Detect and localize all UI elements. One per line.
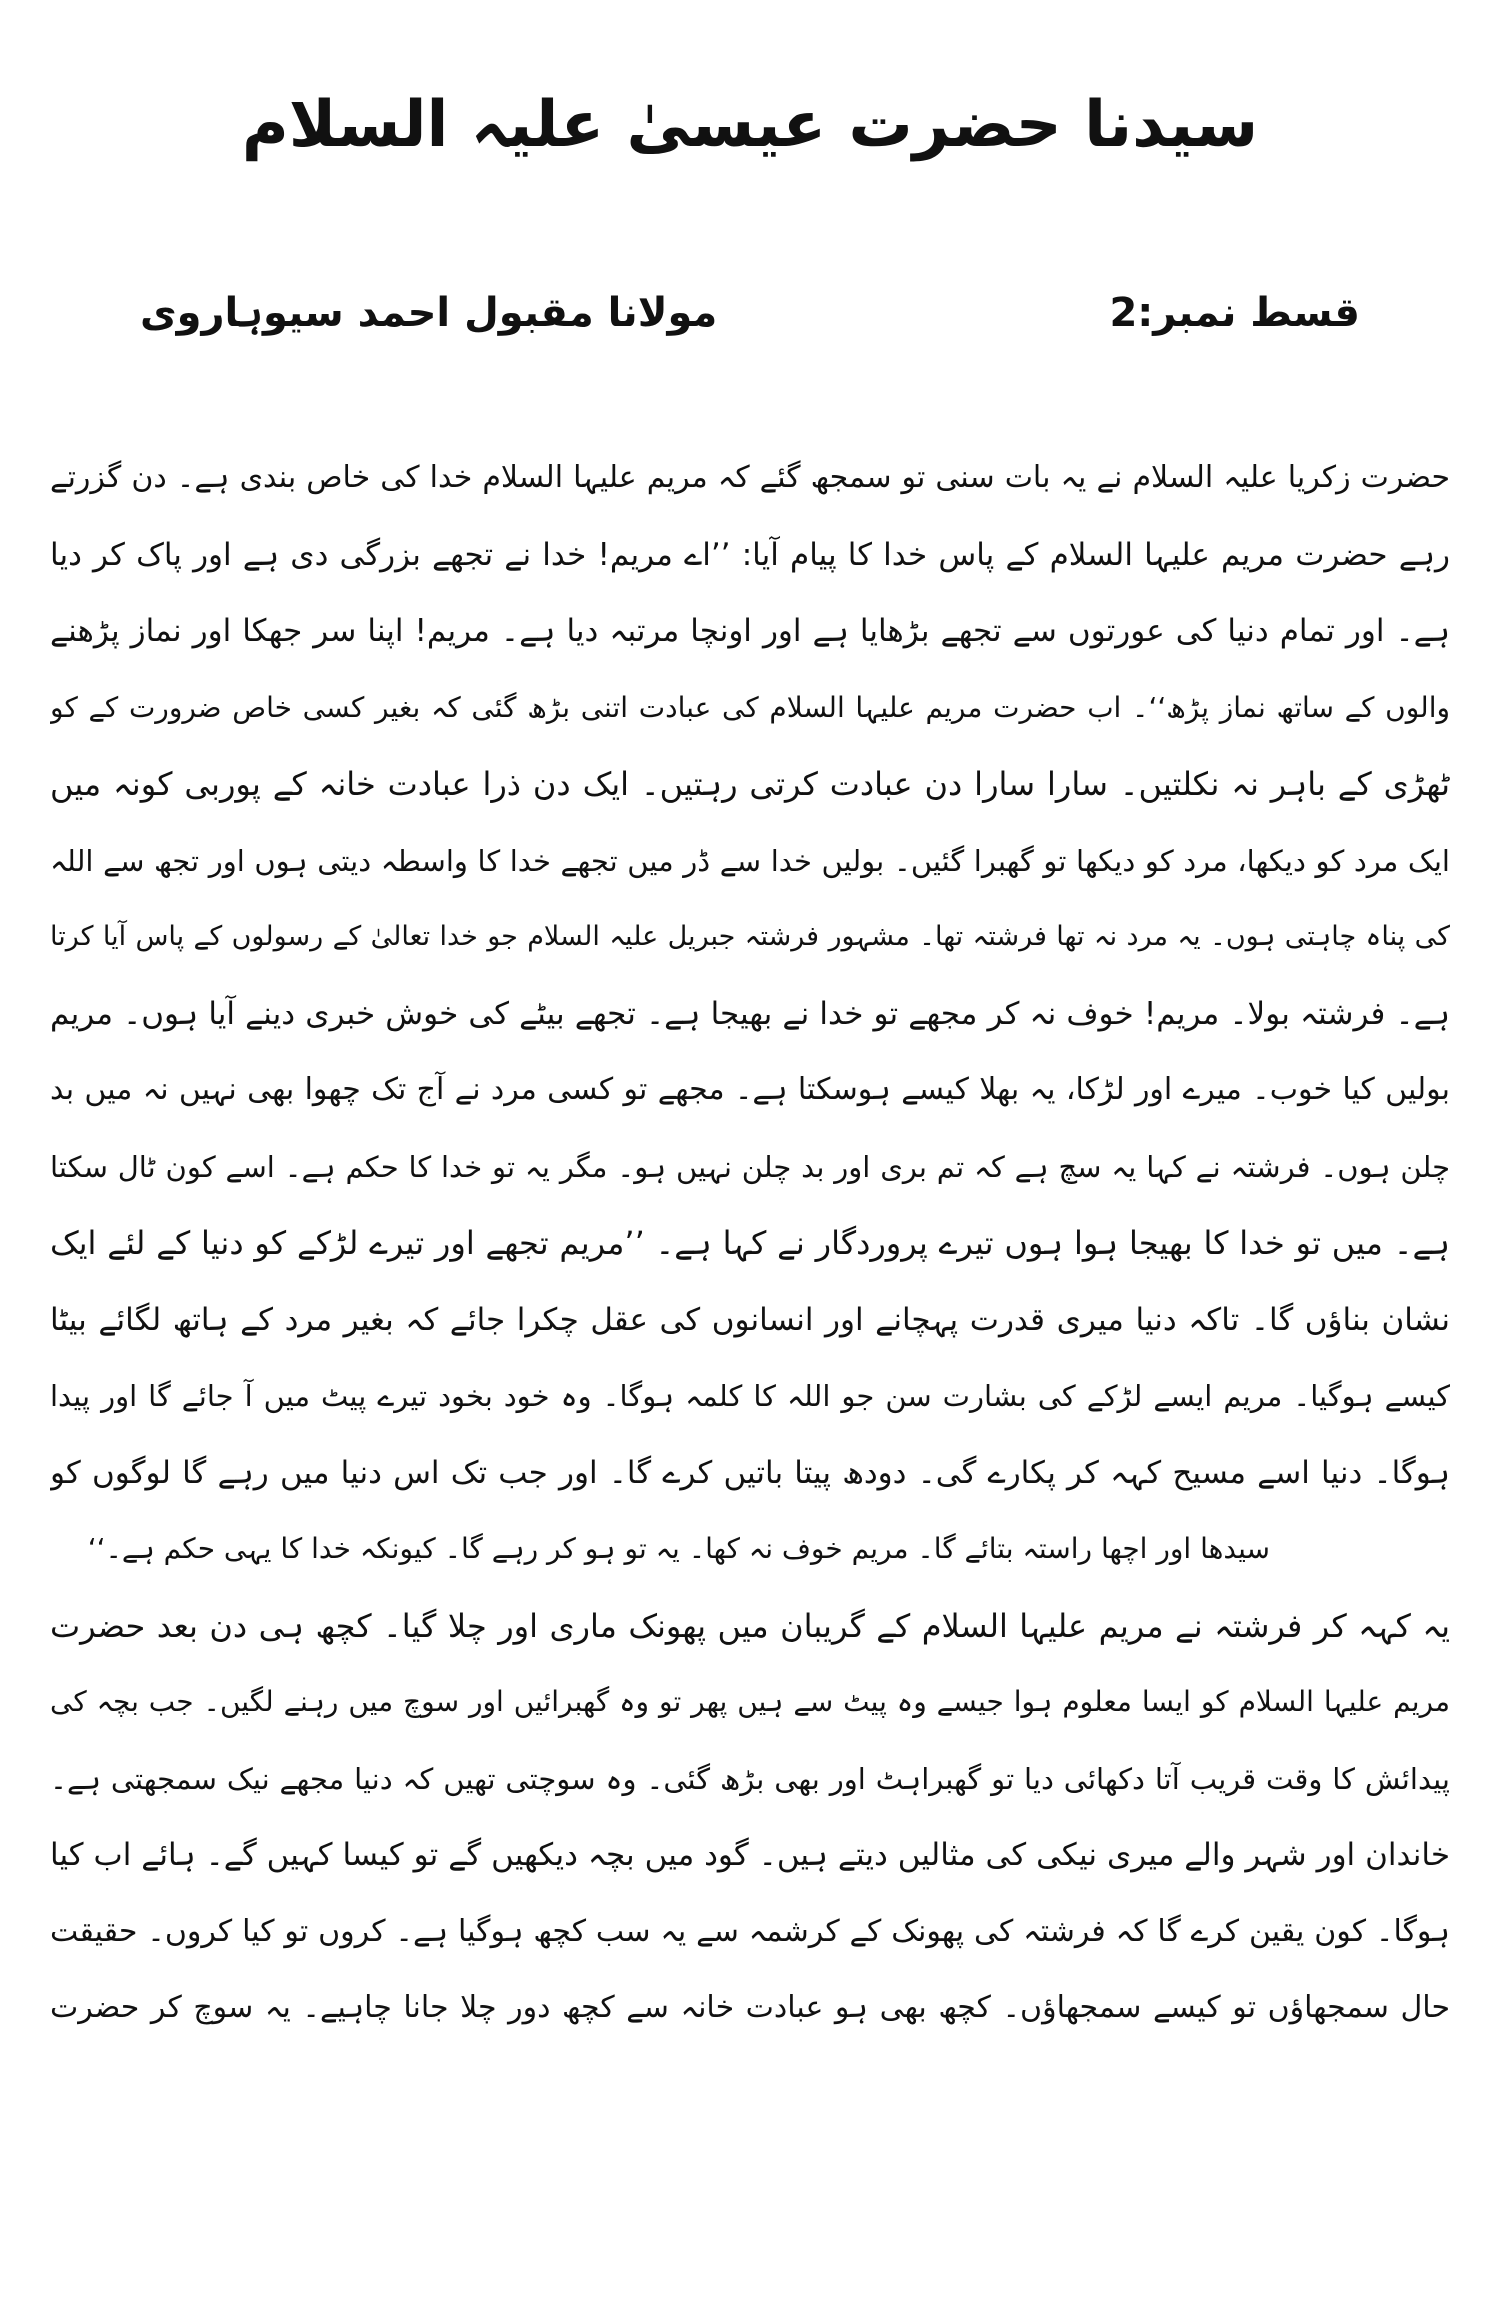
body-line: چلن ہوں۔ فرشتہ نے کہا یہ سچ ہے کہ تم بری اور بد چلن نہیں ہو۔ مگر یہ تو خدا کا حکم ہے۔ اسے کون ٹال سکتا xyxy=(50,1149,1450,1184)
body-line: رہے حضرت مریم علیہا السلام کے پاس خدا کا پیام آیا: ’’اے مریم! خدا نے تجھے بزرگی دی ہے اور پاک کر دیا xyxy=(50,536,1450,573)
body-line: ایک مرد کو دیکھا، مرد کو دیکھا تو گھبرا گئیں۔ بولیں خدا سے ڈر میں تجھے خدا کا واسطہ دیتی ہوں اور تجھ سے اللہ xyxy=(50,843,1450,878)
page-title: سیدنا حضرت عیسیٰ علیہ السلام xyxy=(241,88,1259,162)
meta-row xyxy=(50,290,1450,350)
paragraph-last-line: سیدھا اور اچھا راستہ بتائے گا۔ مریم خوف نہ کھا۔ یہ تو ہو کر رہے گا۔ کیونکہ خدا کا یہی حکم ہے۔‘‘ xyxy=(87,1532,1270,1565)
author-name: مولانا مقبول احمد سیوہاروی xyxy=(140,290,718,336)
body-line: ہوگا۔ کون یقین کرے گا کہ فرشتہ کی پھونک کے کرشمہ سے یہ سب کچھ ہوگیا ہے۔ کروں تو کیا کروں۔ حقیقت xyxy=(50,1913,1450,1949)
paragraph-first-line: یہ کہہ کر فرشتہ نے مریم علیہا السلام کے گریبان میں پھونک ماری اور چلا گیا۔ کچھ ہی دن بعد حضرت xyxy=(50,1606,1450,1645)
body-line: ٹھڑی کے باہر نہ نکلتیں۔ سارا سارا دن عبادت کرتی رہتیں۔ ایک دن ذرا عبادت خانہ کے پوربی کونہ میں xyxy=(50,765,1450,803)
body-line: نشان بناؤں گا۔ تاکہ دنیا میری قدرت پہچانے اور انسانوں کی عقل چکرا جائے کہ بغیر مرد کے ہاتھ لگائے بیٹا xyxy=(50,1301,1450,1338)
body-line: بولیں کیا خوب۔ میرے اور لڑکا، یہ بھلا کیسے ہوسکتا ہے۔ مجھے تو کسی مرد نے آج تک چھوا بھی نہیں نہ میں بد xyxy=(50,1072,1450,1107)
body-line: حال سمجھاؤں تو کیسے سمجھاؤں۔ کچھ بھی ہو عبادت خانہ سے کچھ دور چلا جانا چاہیے۔ یہ سوچ کر حضرت xyxy=(50,1990,1450,2025)
body-line: کی پناہ چاہتی ہوں۔ یہ مرد نہ تھا فرشتہ تھا۔ مشہور فرشتہ جبریل علیہ السلام جو خدا تعالیٰ کے رسولوں کے پاس آیا کرتا xyxy=(50,921,1450,952)
body-line: ہے۔ میں تو خدا کا بھیجا ہوا ہوں تیرے پروردگار نے کہا ہے۔ ’’مریم تجھے اور تیرے لڑکے کو دنیا کے لئے ایک xyxy=(50,1224,1450,1262)
body-line: حضرت زکریا علیہ السلام نے یہ بات سنی تو سمجھ گئے کہ مریم علیہا السلام خدا کی خاص بندی ہے۔ دن گزرتے xyxy=(50,460,1450,495)
body-line: ہے۔ اور تمام دنیا کی عورتوں سے تجھے بڑھایا ہے اور اونچا مرتبہ دیا ہے۔ مریم! اپنا سر جھکا اور نماز پڑھنے xyxy=(50,613,1450,649)
body-line: ہے۔ فرشتہ بولا۔ مریم! خوف نہ کر مجھے تو خدا نے بھیجا ہے۔ تجھے بیٹے کی خوش خبری دینے آیا ہوں۔ مریم xyxy=(50,995,1450,1032)
body-line: ہوگا۔ دنیا اسے مسیح کہہ کر پکارے گی۔ دودھ پیتا باتیں کرے گا۔ اور جب تک اس دنیا میں رہے گا لوگوں کو xyxy=(50,1454,1450,1491)
body-line: کیسے ہوگیا۔ مریم ایسے لڑکے کی بشارت سن جو اللہ کا کلمہ ہوگا۔ وہ خود بخود تیرے پیٹ میں آ جائے گا اور پیدا xyxy=(50,1379,1450,1413)
article-body xyxy=(50,440,1450,2047)
episode-number: قسط نمبر:2 xyxy=(1109,290,1360,336)
body-line: والوں کے ساتھ نماز پڑھ‘‘۔ اب حضرت مریم علیہا السلام کی عبادت اتنی بڑھ گئی کہ بغیر کسی خاص ضرورت کے کو xyxy=(50,690,1450,724)
body-line: پیدائش کا وقت قریب آتا دکھائی دیا تو گھبراہٹ اور بھی بڑھ گئی۔ وہ سوچتی تھیں کہ دنیا مجھے نیک سمجھتی ہے۔ xyxy=(50,1761,1450,1796)
body-line: خاندان اور شہر والے میری نیکی کی مثالیں دیتے ہیں۔ گود میں بچہ دیکھیں گے تو کیسا کہیں گے۔ ہائے اب کیا xyxy=(50,1837,1450,1873)
body-line: مریم علیہا السلام کو ایسا معلوم ہوا جیسے وہ پیٹ سے ہیں پھر تو وہ گھبرائیں اور سوچ میں رہنے لگیں۔ جب بچہ کی xyxy=(50,1685,1450,1718)
